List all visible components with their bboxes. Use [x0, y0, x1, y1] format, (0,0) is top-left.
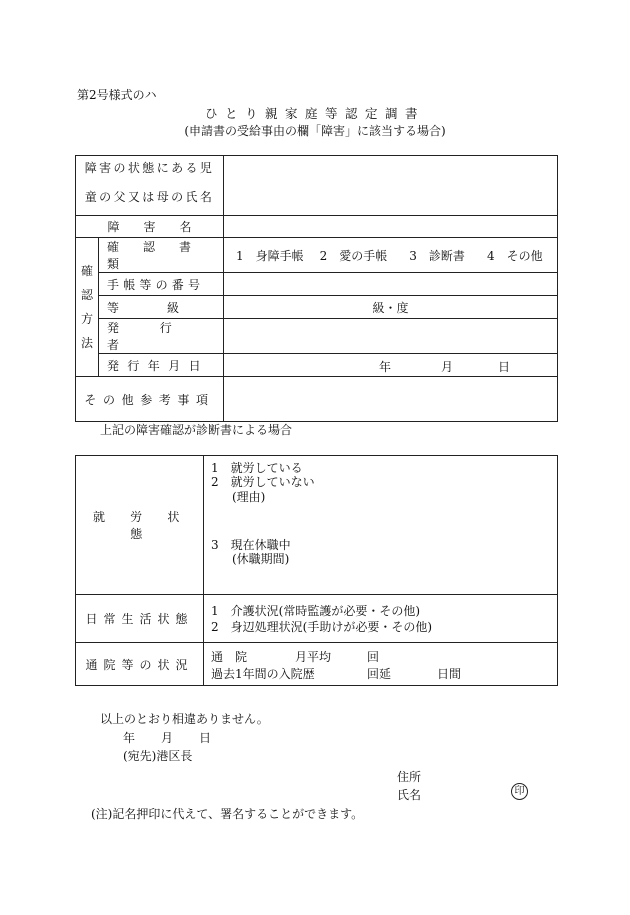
unemployed-option[interactable]: 2 就労していない: [211, 475, 315, 489]
hospital-visit-field[interactable]: [204, 643, 558, 686]
monthly-average-label: 月平均: [295, 650, 332, 664]
footnote: (注)記名押印に代えて、署名することができます。: [91, 807, 364, 821]
employment-status-label: 就 労 状 態: [76, 456, 204, 595]
admission-days-unit: 日間: [437, 667, 462, 681]
daily-life-label: 日常生活状態: [76, 595, 204, 643]
other-reference-label: その他参考事項: [76, 377, 224, 422]
addressee: (宛先)港区長: [123, 749, 193, 763]
issue-date-field[interactable]: [224, 354, 558, 377]
issue-date-year: 年: [379, 360, 392, 374]
confirmation-table: [75, 155, 558, 422]
unemployed-reason-label: (理由): [232, 490, 266, 504]
option-physical-disability-card[interactable]: 1 身障手帳: [236, 248, 304, 263]
document-title: ひとり親家庭等認定調書: [204, 106, 425, 121]
option-ai-techo[interactable]: 2 愛の手帳: [319, 248, 388, 263]
issue-date-day: 日: [498, 360, 511, 374]
diagnosis-heading: 上記の障害確認が診断書による場合: [100, 423, 293, 437]
declaration-text: 以上のとおり相違ありません。: [100, 712, 269, 726]
diagnosis-table: [75, 455, 558, 686]
grade-field[interactable]: 級・度: [224, 296, 558, 319]
leave-period-label: (休職期間): [232, 552, 290, 566]
date-day: 日: [199, 731, 212, 745]
confirmation-doc-label: 確 認 書 類: [99, 238, 224, 273]
daily-life-field[interactable]: [204, 595, 558, 643]
self-care-option[interactable]: 2 身辺処理状況(手助けが必要・その他): [211, 619, 432, 634]
on-leave-option[interactable]: 3 現在休職中: [211, 538, 291, 552]
date-month: 月: [161, 731, 174, 745]
document-subtitle: (申請書の受給事由の欄「障害」に該当する場合): [184, 124, 446, 138]
hospital-visit-label: 通院等の状況: [76, 643, 204, 686]
name-label: 氏名: [397, 788, 422, 802]
grade-label: 等 級: [99, 296, 224, 319]
parent-name-label-line1: 障害の状態にある児: [76, 156, 224, 179]
parent-name-label-line2: 童の父又は母の氏名: [76, 179, 224, 216]
parent-name-field[interactable]: [224, 156, 558, 216]
disability-name-field[interactable]: [224, 216, 558, 238]
visit-count-unit: 回: [367, 650, 380, 664]
confirmation-doc-options[interactable]: [224, 238, 558, 273]
employed-option[interactable]: 1 就労している: [211, 461, 303, 475]
issuer-field[interactable]: [224, 319, 558, 354]
care-status-option[interactable]: 1 介護状況(常時監護が必要・その他): [211, 603, 420, 618]
option-medical-certificate[interactable]: 3 診断書: [409, 248, 465, 263]
admission-count-unit: 回延: [367, 667, 392, 681]
employment-status-field[interactable]: [204, 456, 558, 595]
disability-name-label: 障 害 名: [76, 216, 224, 238]
card-number-label: 手帳等の番号: [99, 273, 224, 296]
card-number-field[interactable]: [224, 273, 558, 296]
address-label: 住所: [397, 770, 422, 784]
outpatient-label: 通 院: [211, 650, 248, 664]
admission-history-label: 過去1年間の入院歴: [211, 667, 315, 681]
other-reference-field[interactable]: [224, 377, 558, 422]
confirmation-method-label: 確 認 方 法: [76, 238, 99, 377]
issuer-label: 発 行 者: [99, 319, 224, 354]
form-id: 第2号様式のハ: [77, 88, 157, 102]
issue-date-month: 月: [441, 360, 454, 374]
option-other[interactable]: 4 その他: [486, 248, 543, 263]
date-year: 年: [123, 731, 136, 745]
issue-date-label: 発行年月日: [99, 354, 224, 377]
seal-mark: 印: [511, 783, 528, 800]
